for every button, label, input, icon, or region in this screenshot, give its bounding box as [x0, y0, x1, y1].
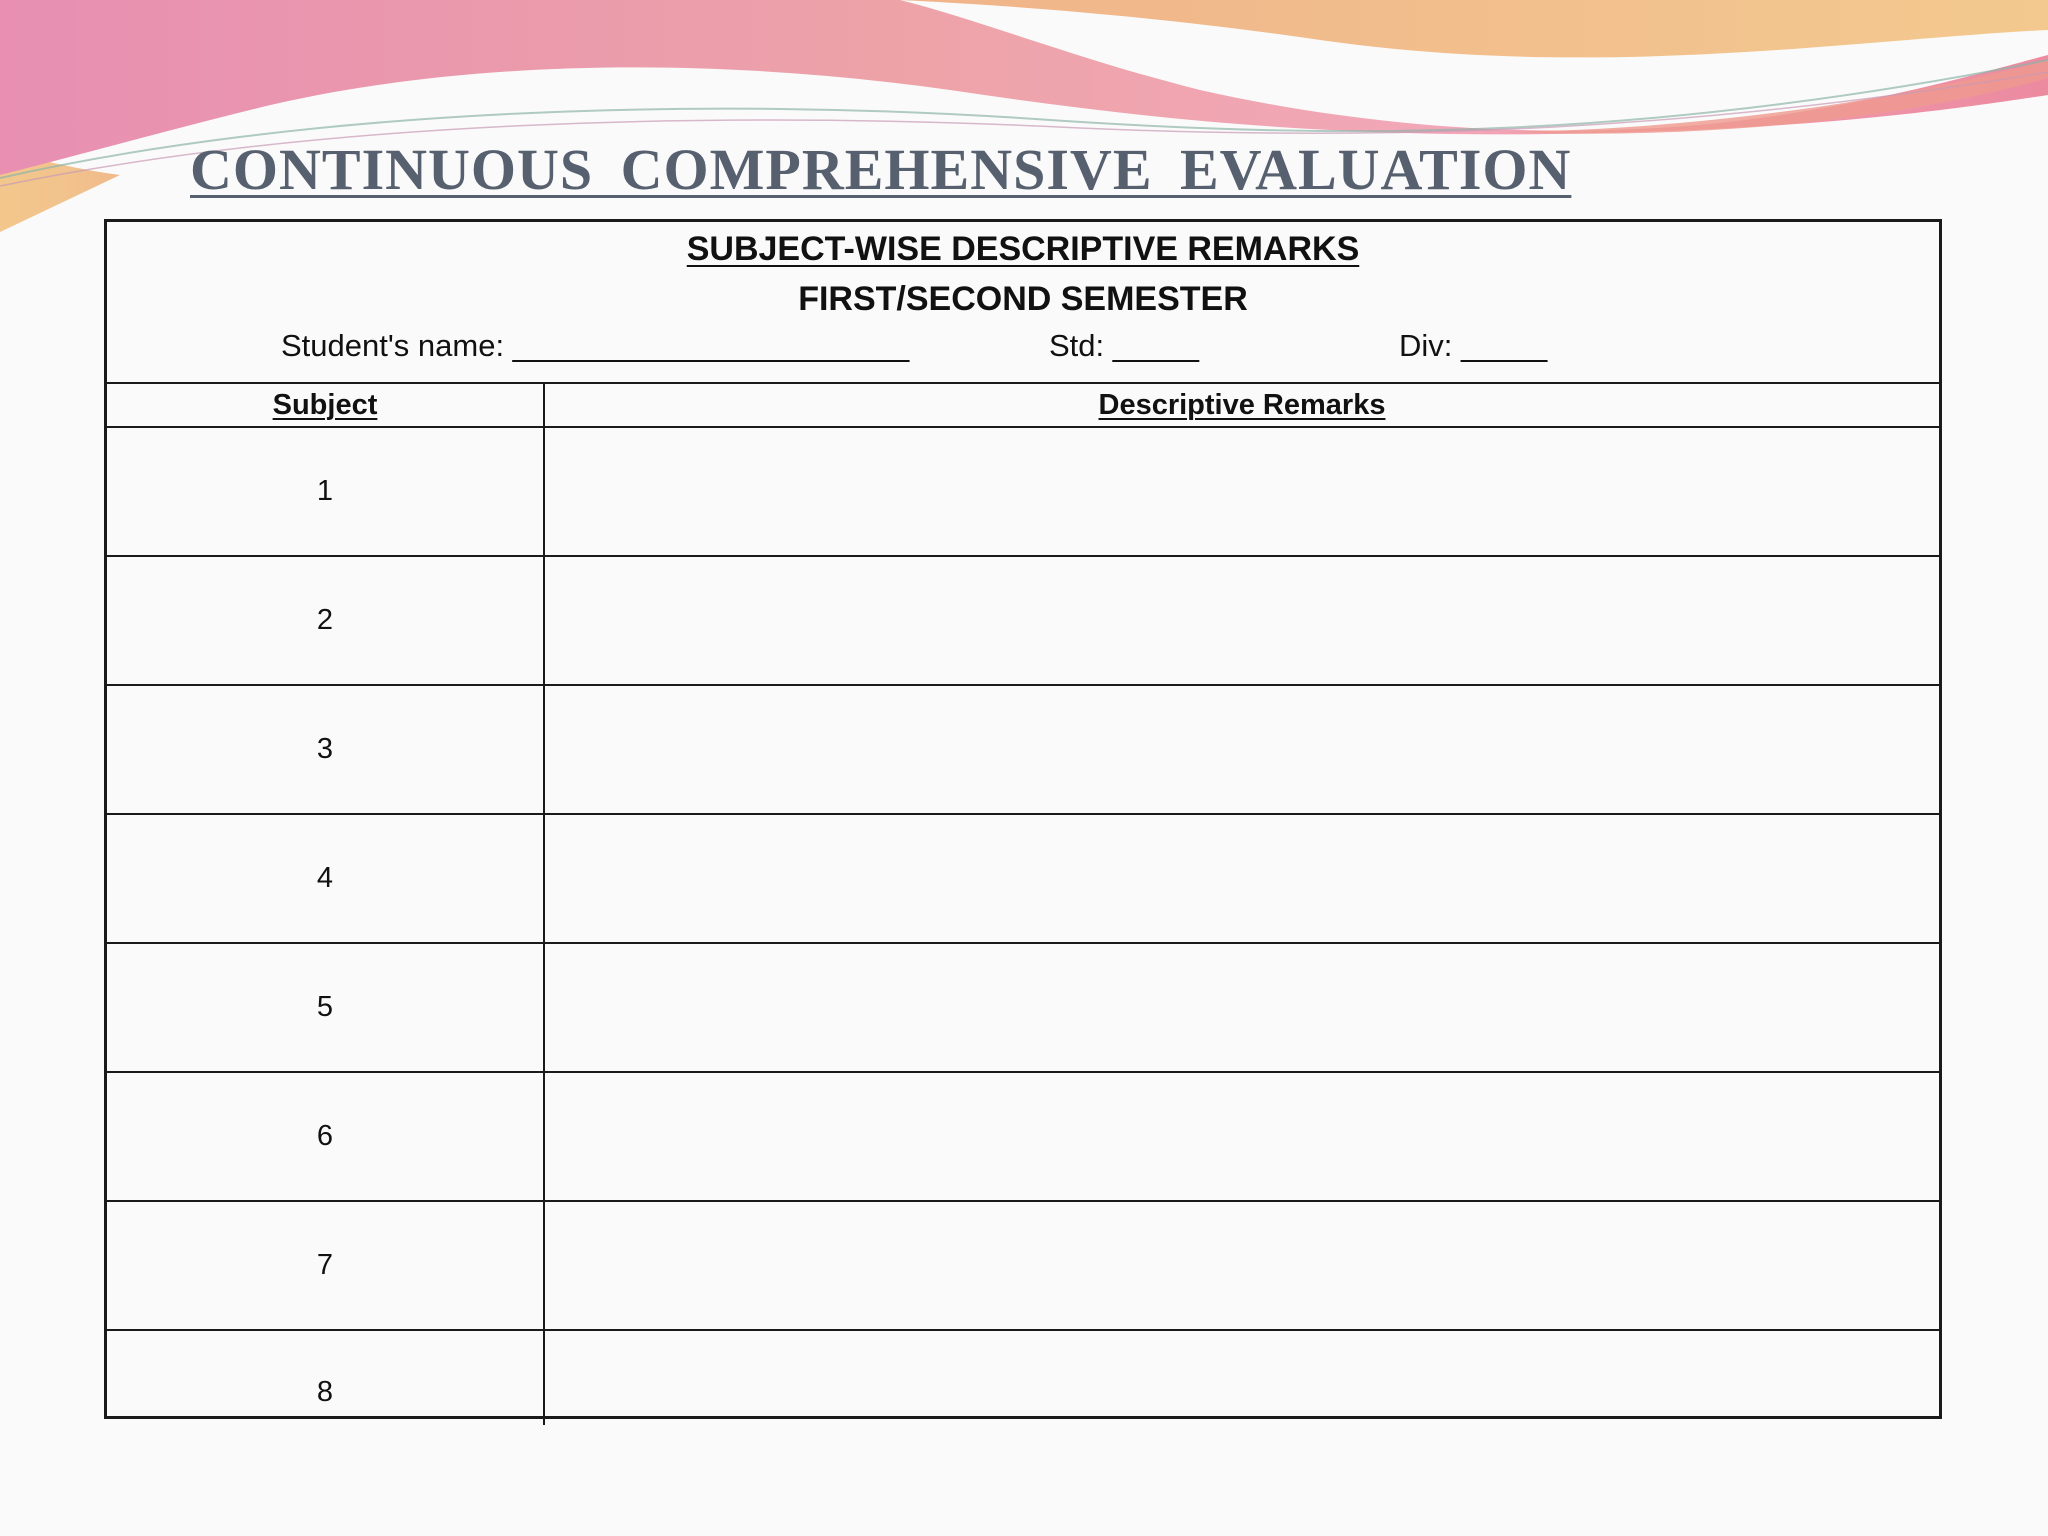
subject-cell: 3	[107, 685, 544, 814]
table-row	[107, 1072, 1939, 1201]
remarks-cell[interactable]	[544, 685, 1939, 814]
subject-cell: 8	[107, 1330, 544, 1425]
page-title: CONTINUOUS COMPREHENSIVE EVALUATION	[190, 137, 1572, 202]
subject-cell: 4	[107, 814, 544, 943]
remarks-cell[interactable]	[544, 427, 1939, 556]
table-row	[107, 1201, 1939, 1330]
remarks-cell[interactable]	[544, 1330, 1939, 1425]
div-field: Div: _____	[1399, 328, 1548, 363]
remarks-cell[interactable]	[544, 1072, 1939, 1201]
subject-cell: 7	[107, 1201, 544, 1330]
column-header-subject: Subject	[107, 384, 544, 427]
subject-cell: 6	[107, 1072, 544, 1201]
semester-heading: FIRST/SECOND SEMESTER	[798, 280, 1248, 318]
remarks-table	[107, 384, 1939, 1425]
remarks-cell[interactable]	[544, 943, 1939, 1072]
table-row	[107, 556, 1939, 685]
table-row	[107, 1330, 1939, 1425]
table-row	[107, 685, 1939, 814]
remarks-cell[interactable]	[544, 814, 1939, 943]
subject-cell: 1	[107, 427, 544, 556]
table-row	[107, 427, 1939, 556]
remarks-cell[interactable]	[544, 1201, 1939, 1330]
table-row	[107, 814, 1939, 943]
std-field: Std: _____	[1049, 328, 1199, 363]
column-header-remarks: Descriptive Remarks	[544, 384, 1939, 427]
subject-cell: 5	[107, 943, 544, 1072]
form-header	[107, 222, 1939, 384]
table-row	[107, 943, 1939, 1072]
remarks-cell[interactable]	[544, 556, 1939, 685]
subject-cell: 2	[107, 556, 544, 685]
student-name-field: Student's name: _______________________	[281, 328, 910, 363]
form-heading: SUBJECT-WISE DESCRIPTIVE REMARKS	[686, 230, 1360, 268]
table-header-row	[107, 384, 1939, 427]
remarks-form	[104, 219, 1942, 1419]
